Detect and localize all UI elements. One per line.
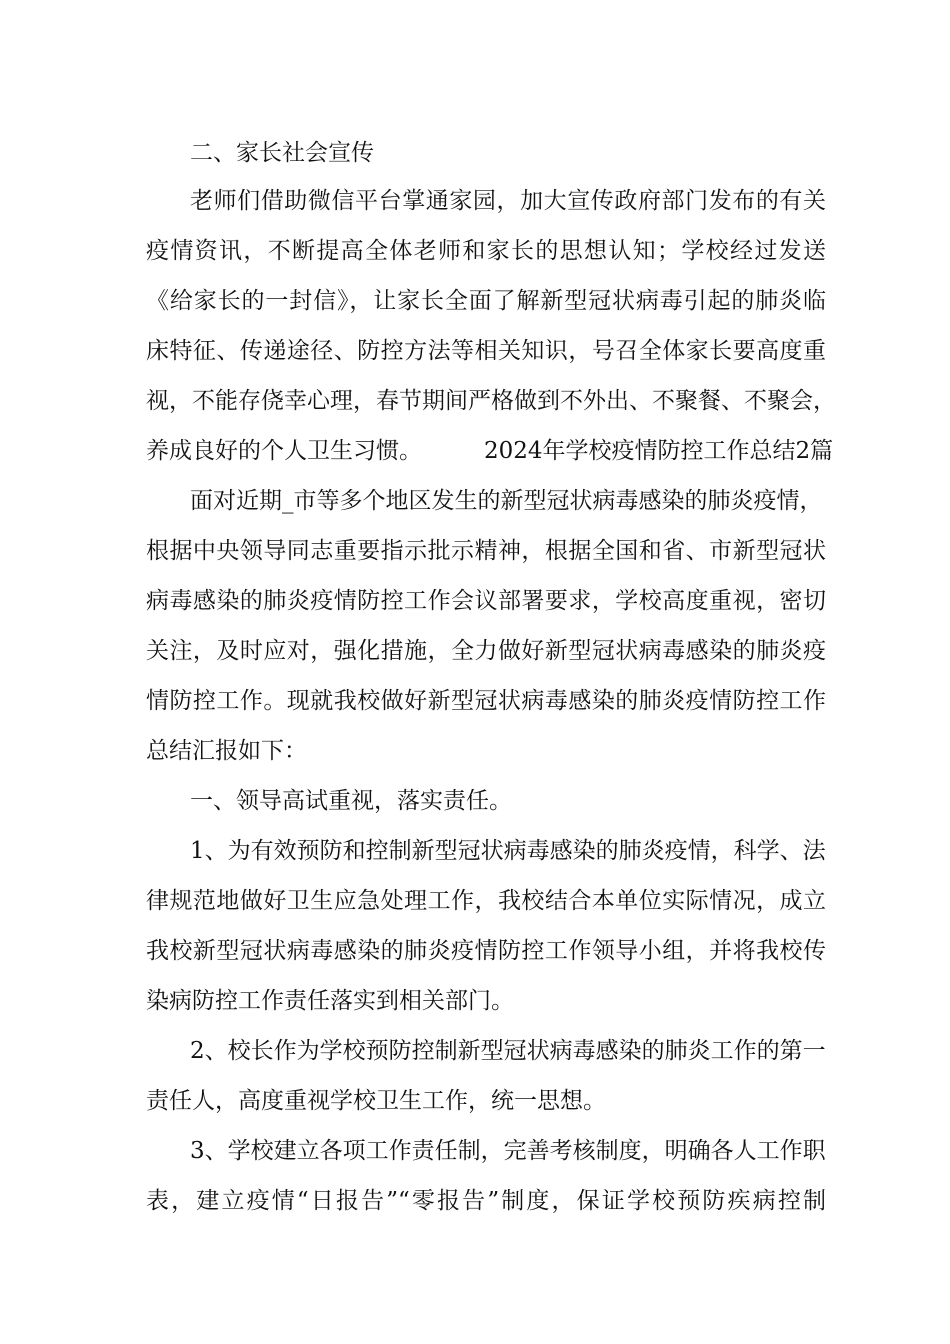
paragraph-line: 病毒感染的肺炎疫情防控工作会议部署要求，学校高度重视，密切: [146, 588, 826, 614]
paragraph-line: 疫情资讯，不断提高全体老师和家长的思想认知；学校经过发送: [146, 238, 826, 264]
paragraph-line: 《给家长的一封信》，让家长全面了解新型冠状病毒引起的肺炎临: [146, 288, 826, 314]
paragraph-line: 3、学校建立各项工作责任制，完善考核制度，明确各人工作职: [190, 1138, 826, 1164]
paragraph-line: 我校新型冠状病毒感染的肺炎疫情防控工作领导小组，并将我校传: [146, 938, 826, 964]
section-heading-family-publicity: 二、家长社会宣传: [190, 140, 374, 166]
paragraph-line: 责任人，高度重视学校卫生工作，统一思想。: [146, 1088, 606, 1114]
paragraph-line: 根据中央领导同志重要指示批示精神，根据全国和省、市新型冠状: [146, 538, 826, 564]
paragraph-line: 1、为有效预防和控制新型冠状病毒感染的肺炎疫情，科学、法: [190, 838, 826, 864]
paragraph-line: 律规范地做好卫生应急处理工作，我校结合本单位实际情况，成立: [146, 888, 826, 914]
section-heading-leadership: 一、领导高试重视，落实责任。: [190, 788, 512, 814]
paragraph-line: 床特征、传递途径、防控方法等相关知识，号召全体家长要高度重: [146, 338, 826, 364]
document-title: 2024年学校疫情防控工作总结2篇: [484, 438, 834, 464]
paragraph-line-with-title: [146, 436, 834, 466]
paragraph-line: 关注，及时应对，强化措施，全力做好新型冠状病毒感染的肺炎疫: [146, 638, 826, 664]
paragraph-line: 情防控工作。现就我校做好新型冠状病毒感染的肺炎疫情防控工作: [146, 688, 826, 714]
paragraph-line: 表，建立疫情“日报告”“零报告”制度，保证学校预防疾病控制: [146, 1188, 826, 1214]
paragraph-line: 总结汇报如下：: [146, 738, 307, 764]
paragraph-line: 老师们借助微信平台掌通家园，加大宣传政府部门发布的有关: [190, 188, 826, 214]
paragraph-line: 2、校长作为学校预防控制新型冠状病毒感染的肺炎工作的第一: [190, 1038, 826, 1064]
paragraph-line: 养成良好的个人卫生习惯。: [146, 438, 422, 464]
paragraph-line: 染病防控工作责任落实到相关部门。: [146, 988, 514, 1014]
paragraph-line: 面对近期_市等多个地区发生的新型冠状病毒感染的肺炎疫情，: [190, 488, 823, 514]
paragraph-line: 视，不能存侥幸心理，春节期间严格做到不外出、不聚餐、不聚会，: [146, 388, 836, 414]
